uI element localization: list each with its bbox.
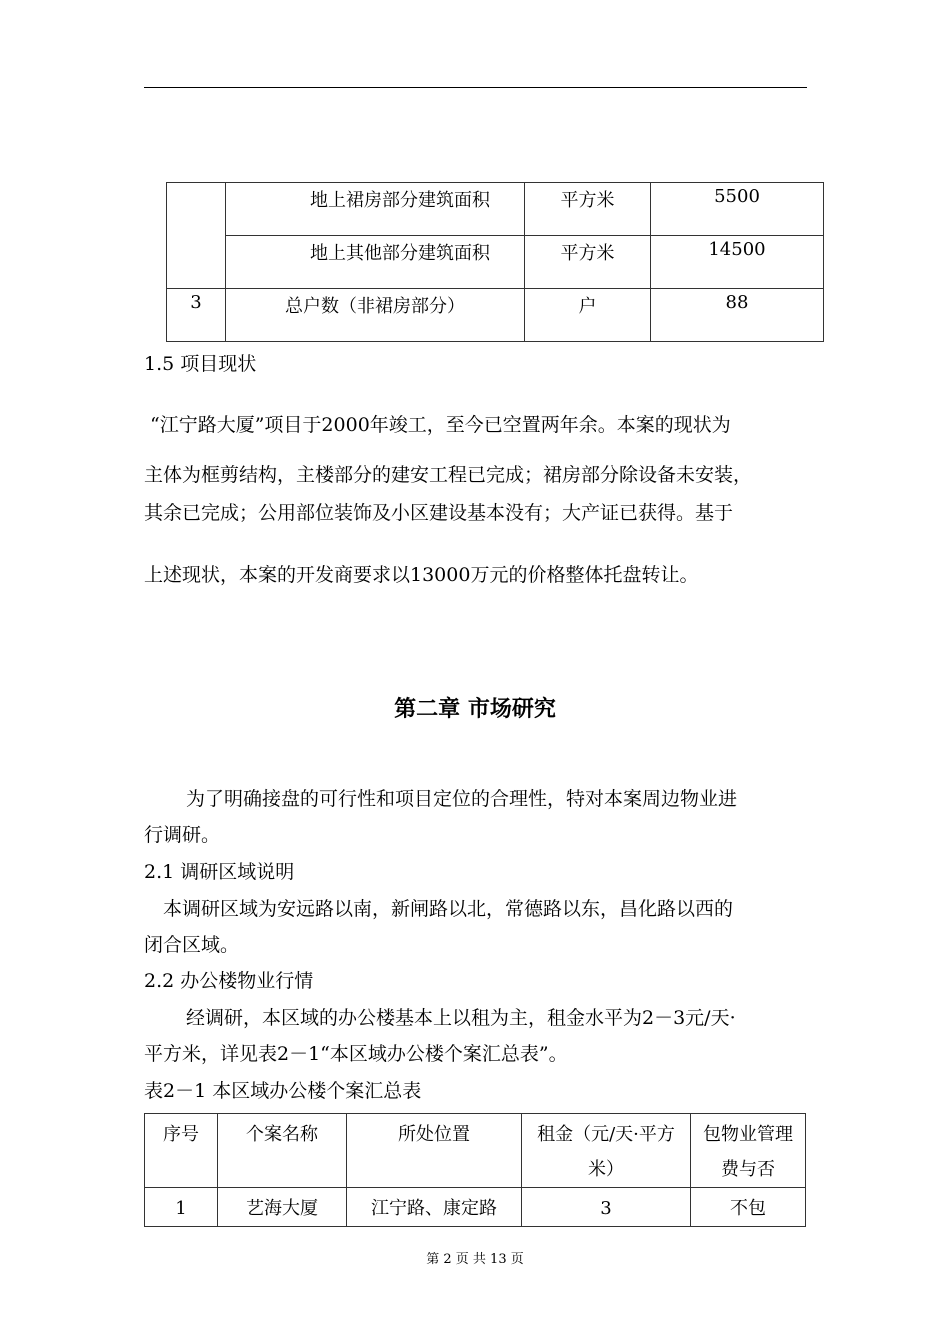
building-area-table	[166, 182, 824, 342]
paragraph-line: 平方米，详见表2－1“本区域办公楼个案汇总表”。	[144, 1043, 568, 1065]
section-heading-2-1: 2.1 调研区域说明	[144, 861, 295, 883]
paragraph-line: 闭合区域。	[144, 934, 240, 956]
table-cell: 艺海大厦	[218, 1188, 347, 1227]
table-cell: 3	[522, 1188, 691, 1227]
table-header-row	[145, 1114, 806, 1188]
table-cell-no	[167, 183, 226, 289]
table-cell-value: 14500	[651, 236, 824, 289]
table-cell-item: 总户数（非裙房部分）	[226, 289, 525, 342]
paragraph-line: 上述现状，本案的开发商要求以13000万元的价格整体托盘转让。	[144, 564, 699, 586]
table-cell-value: 5500	[651, 183, 824, 236]
chapter-title: 第二章 市场研究	[394, 697, 556, 722]
office-cases-table	[144, 1113, 806, 1227]
table-cell-unit: 户	[525, 289, 651, 342]
table-row	[167, 236, 824, 289]
paragraph-line: “江宁路大厦”项目于2000年竣工，至今已空置两年余。本案的现状为	[150, 414, 731, 436]
table-caption: 表2－1 本区域办公楼个案汇总表	[144, 1080, 422, 1102]
header-cell: 租金（元/天·平方米）	[522, 1114, 691, 1188]
paragraph-line: 其余已完成；公用部位装饰及小区建设基本没有；大产证已获得。基于	[144, 502, 734, 524]
table-cell-item: 地上裙房部分建筑面积	[226, 183, 525, 236]
table-row	[145, 1188, 806, 1227]
table-cell-value: 88	[651, 289, 824, 342]
table-cell-unit: 平方米	[525, 183, 651, 236]
section-heading-2-2: 2.2 办公楼物业行情	[144, 970, 314, 992]
paragraph-line: 本调研区域为安远路以南，新闸路以北，常德路以东，昌化路以西的	[163, 898, 734, 920]
table-cell-item: 地上其他部分建筑面积	[226, 236, 525, 289]
table-cell: 1	[145, 1188, 218, 1227]
header-rule	[144, 87, 807, 88]
paragraph-line: 行调研。	[144, 824, 221, 846]
page-footer: 第 2 页 共 13 页	[426, 1252, 524, 1267]
header-cell: 个案名称	[218, 1114, 347, 1188]
header-cell: 所处位置	[347, 1114, 522, 1188]
section-heading-1-5: 1.5 项目现状	[144, 353, 257, 375]
table-cell-no: 3	[167, 289, 226, 342]
header-cell: 包物业管理费与否	[691, 1114, 806, 1188]
table-cell-unit: 平方米	[525, 236, 651, 289]
table-cell: 不包	[691, 1188, 806, 1227]
header-cell: 序号	[145, 1114, 218, 1188]
paragraph-line: 经调研，本区域的办公楼基本上以租为主，租金水平为2－3元/天·	[186, 1007, 736, 1029]
paragraph-line: 为了明确接盘的可行性和项目定位的合理性，特对本案周边物业进	[186, 788, 738, 810]
table-row	[167, 289, 824, 342]
table-row	[167, 183, 824, 236]
paragraph-line: 主体为框剪结构，主楼部分的建安工程已完成；裙房部分除设备未安装，	[144, 464, 753, 486]
table-cell: 江宁路、康定路	[347, 1188, 522, 1227]
